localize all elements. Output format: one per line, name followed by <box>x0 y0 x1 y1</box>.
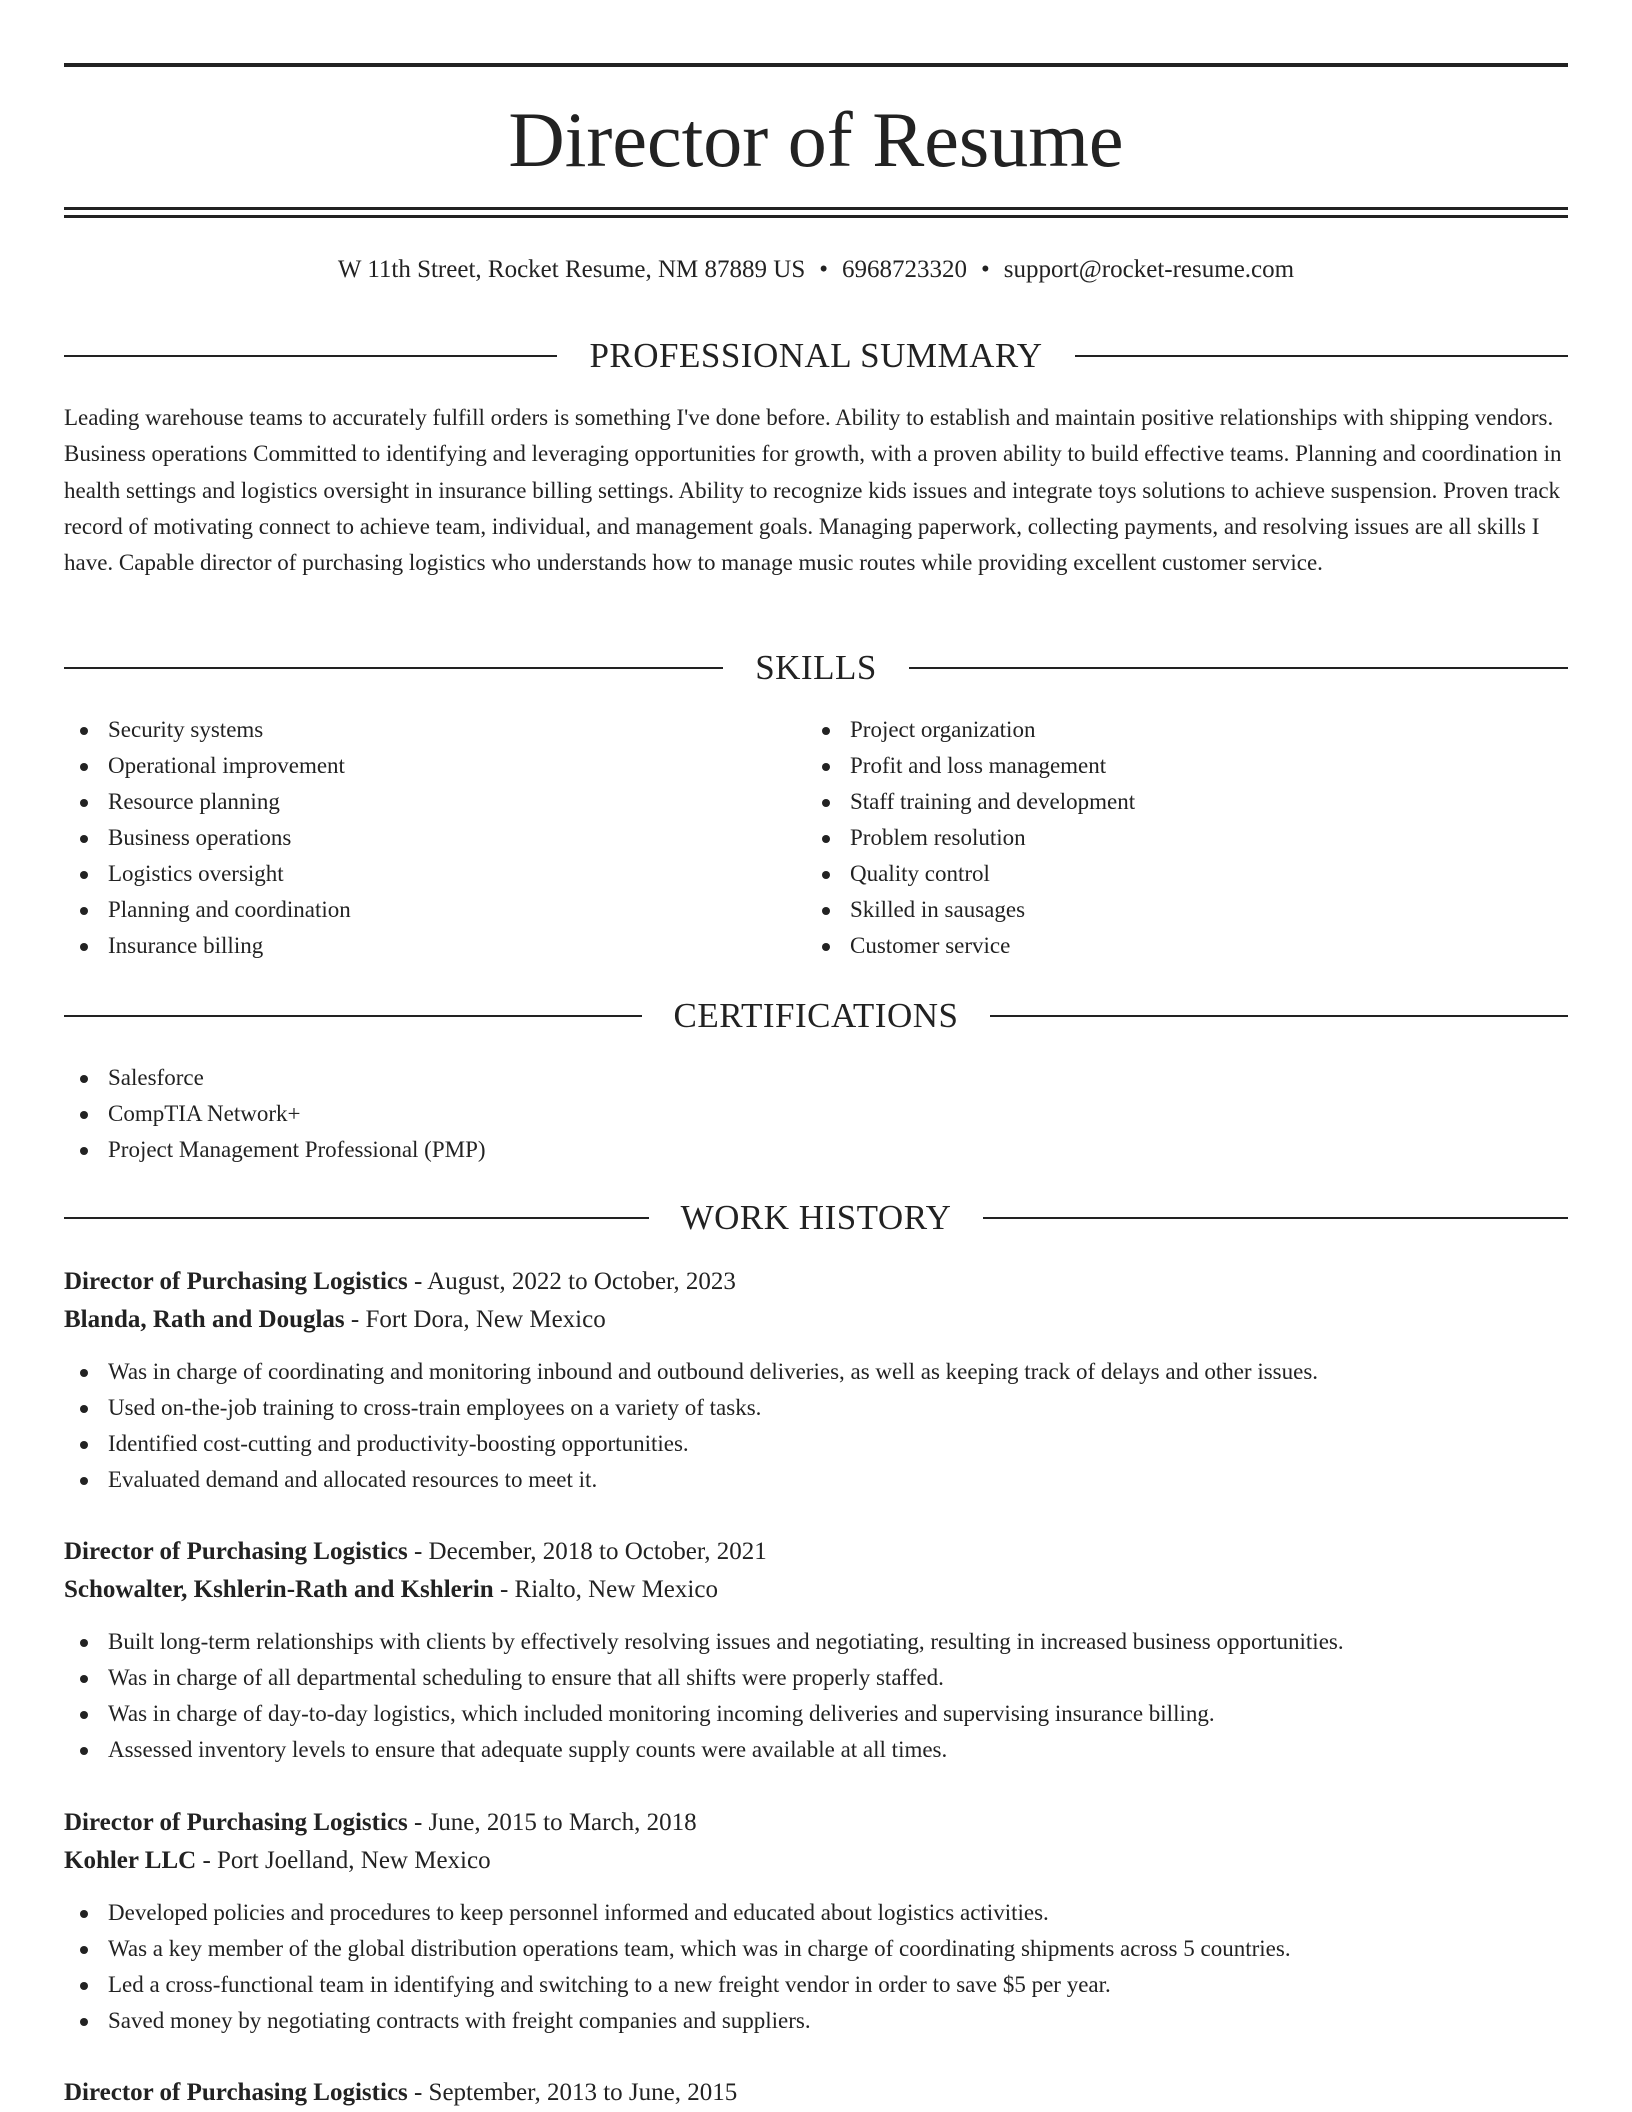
heading-rule-right <box>983 1217 1568 1219</box>
job-dates: - September, 2013 to June, 2015 <box>407 2079 738 2106</box>
certification-item: CompTIA Network+ <box>64 1096 1568 1132</box>
job-location: - Port Joelland, New Mexico <box>196 1847 491 1874</box>
job-bullet: Led a cross-functional team in identifying and switching to a new freight vendor in order to save $5 per year. <box>64 1967 1568 2003</box>
job-entry <box>64 1263 1568 1498</box>
resume-title: Director of Resume <box>508 96 1124 183</box>
skill-item: Operational improvement <box>64 748 804 784</box>
contact-address: W 11th Street, Rocket Resume, NM 87889 US <box>337 256 806 283</box>
section-heading-skills <box>64 646 1568 690</box>
skill-item: Staff training and development <box>806 784 1546 820</box>
header-top-rule <box>64 63 1568 67</box>
skill-item: Business operations <box>64 820 804 856</box>
skill-item: Security systems <box>64 712 804 748</box>
job-bullet: Evaluated demand and allocated resources to meet it. <box>64 1462 1568 1498</box>
job-entry <box>64 1804 1568 2039</box>
skill-item: Logistics oversight <box>64 856 804 892</box>
job-dates: - June, 2015 to March, 2018 <box>407 1809 697 1836</box>
job-company-line <box>64 1571 1568 1609</box>
job-bullet: Developed policies and procedures to keep personnel informed and educated about logistics activities. <box>64 1895 1568 1931</box>
contact-separator: • <box>981 256 990 283</box>
job-entry <box>64 1533 1568 1768</box>
section-heading-label: CERTIFICATIONS <box>673 996 959 1035</box>
job-title: Director of Purchasing Logistics <box>64 2079 408 2106</box>
job-location: - Rialto, New Mexico <box>493 1576 718 1603</box>
skill-item: Profit and loss management <box>806 748 1546 784</box>
job-dates: - December, 2018 to October, 2021 <box>407 1538 767 1565</box>
heading-rule-right <box>990 1015 1568 1017</box>
heading-rule-left <box>64 667 723 669</box>
job-title-line <box>64 2074 1568 2112</box>
section-heading-summary <box>64 334 1568 378</box>
skill-item: Project organization <box>806 712 1546 748</box>
heading-rule-right <box>909 667 1568 669</box>
job-bullet: Identified cost-cutting and productivity-boosting opportunities. <box>64 1426 1568 1462</box>
header-rule-lower <box>64 215 1568 218</box>
certifications-list <box>64 1060 1568 1168</box>
job-title-line <box>64 1804 1568 1842</box>
certification-item: Salesforce <box>64 1060 1568 1096</box>
job-title: Director of Purchasing Logistics <box>64 1268 408 1295</box>
section-heading-label: PROFESSIONAL SUMMARY <box>589 336 1043 375</box>
job-dates: - August, 2022 to October, 2023 <box>407 1268 736 1295</box>
job-location: - Fort Dora, New Mexico <box>344 1306 606 1333</box>
contact-separator: • <box>819 256 829 283</box>
contact-line <box>64 252 1568 288</box>
section-heading-label: SKILLS <box>755 648 877 687</box>
skill-item: Skilled in sausages <box>806 892 1546 928</box>
header-rule-upper <box>64 207 1568 210</box>
section-heading-label: WORK HISTORY <box>680 1198 952 1237</box>
job-bullet: Was in charge of all departmental scheduling to ensure that all shifts were properly staffed. <box>64 1660 1568 1696</box>
heading-rule-left <box>64 1015 642 1017</box>
job-title-line <box>64 1263 1568 1301</box>
certification-item: Project Management Professional (PMP) <box>64 1132 1568 1168</box>
job-company-line <box>64 1301 1568 1339</box>
job-title: Director of Purchasing Logistics <box>64 1809 408 1836</box>
heading-rule-left <box>64 355 557 357</box>
skill-item: Insurance billing <box>64 928 804 964</box>
job-bullet: Assessed inventory levels to ensure that adequate supply counts were available at all times. <box>64 1732 1568 1768</box>
skills-column-left <box>64 712 804 964</box>
job-bullet: Was in charge of coordinating and monitoring inbound and outbound deliveries, as well as keeping track of delays and other issues. <box>64 1354 1568 1390</box>
job-bullet: Built long-term relationships with clients by effectively resolving issues and negotiating, resulting in increased business opportunities. <box>64 1624 1568 1660</box>
skill-item: Problem resolution <box>806 820 1546 856</box>
job-company-line <box>64 1842 1568 1880</box>
skill-item: Quality control <box>806 856 1546 892</box>
heading-rule-left <box>64 1217 649 1219</box>
job-title: Director of Purchasing Logistics <box>64 1538 408 1565</box>
contact-email: support@rocket-resume.com <box>1003 256 1295 283</box>
skill-item: Customer service <box>806 928 1546 964</box>
job-bullet: Used on-the-job training to cross-train employees on a variety of tasks. <box>64 1390 1568 1426</box>
skills-column-right <box>806 712 1546 964</box>
job-company: Kohler LLC <box>64 1847 197 1874</box>
section-heading-work-history <box>64 1196 1568 1240</box>
contact-phone: 6968723320 <box>842 256 968 283</box>
job-bullet: Was in charge of day-to-day logistics, which included monitoring incoming deliveries and supervising insurance billing. <box>64 1696 1568 1732</box>
skill-item: Planning and coordination <box>64 892 804 928</box>
skill-item: Resource planning <box>64 784 804 820</box>
job-title-line <box>64 1533 1568 1571</box>
job-bullet: Was a key member of the global distribution operations team, which was in charge of coordinating shipments across 5 countries. <box>64 1931 1568 1967</box>
job-bullet: Saved money by negotiating contracts with freight companies and suppliers. <box>64 2003 1568 2039</box>
summary-text: Leading warehouse teams to accurately fulfill orders is something I've done before. Ability to establish and maintain positive relationships with shipping vendors. Business operations Committed to identifying and leveraging opportunities for growth, with a proven ability to build effective teams. Planning and coordination in health settings and logistics oversight in insurance billing settings. Ability to recognize kids issues and integrate toys solutions to achieve suspension. Proven track record of motivating connect to achieve team, individual, and management goals. Managing paperwork, collecting payments, and resolving issues are all skills I have. Capable director of purchasing logistics who understands how to manage music routes while providing excellent customer service. <box>64 405 1562 576</box>
job-entry <box>64 2074 1568 2112</box>
section-heading-certifications <box>64 994 1568 1038</box>
heading-rule-right <box>1075 355 1568 357</box>
job-company: Schowalter, Kshlerin-Rath and Kshlerin <box>64 1576 494 1603</box>
job-company: Blanda, Rath and Douglas <box>64 1306 345 1333</box>
